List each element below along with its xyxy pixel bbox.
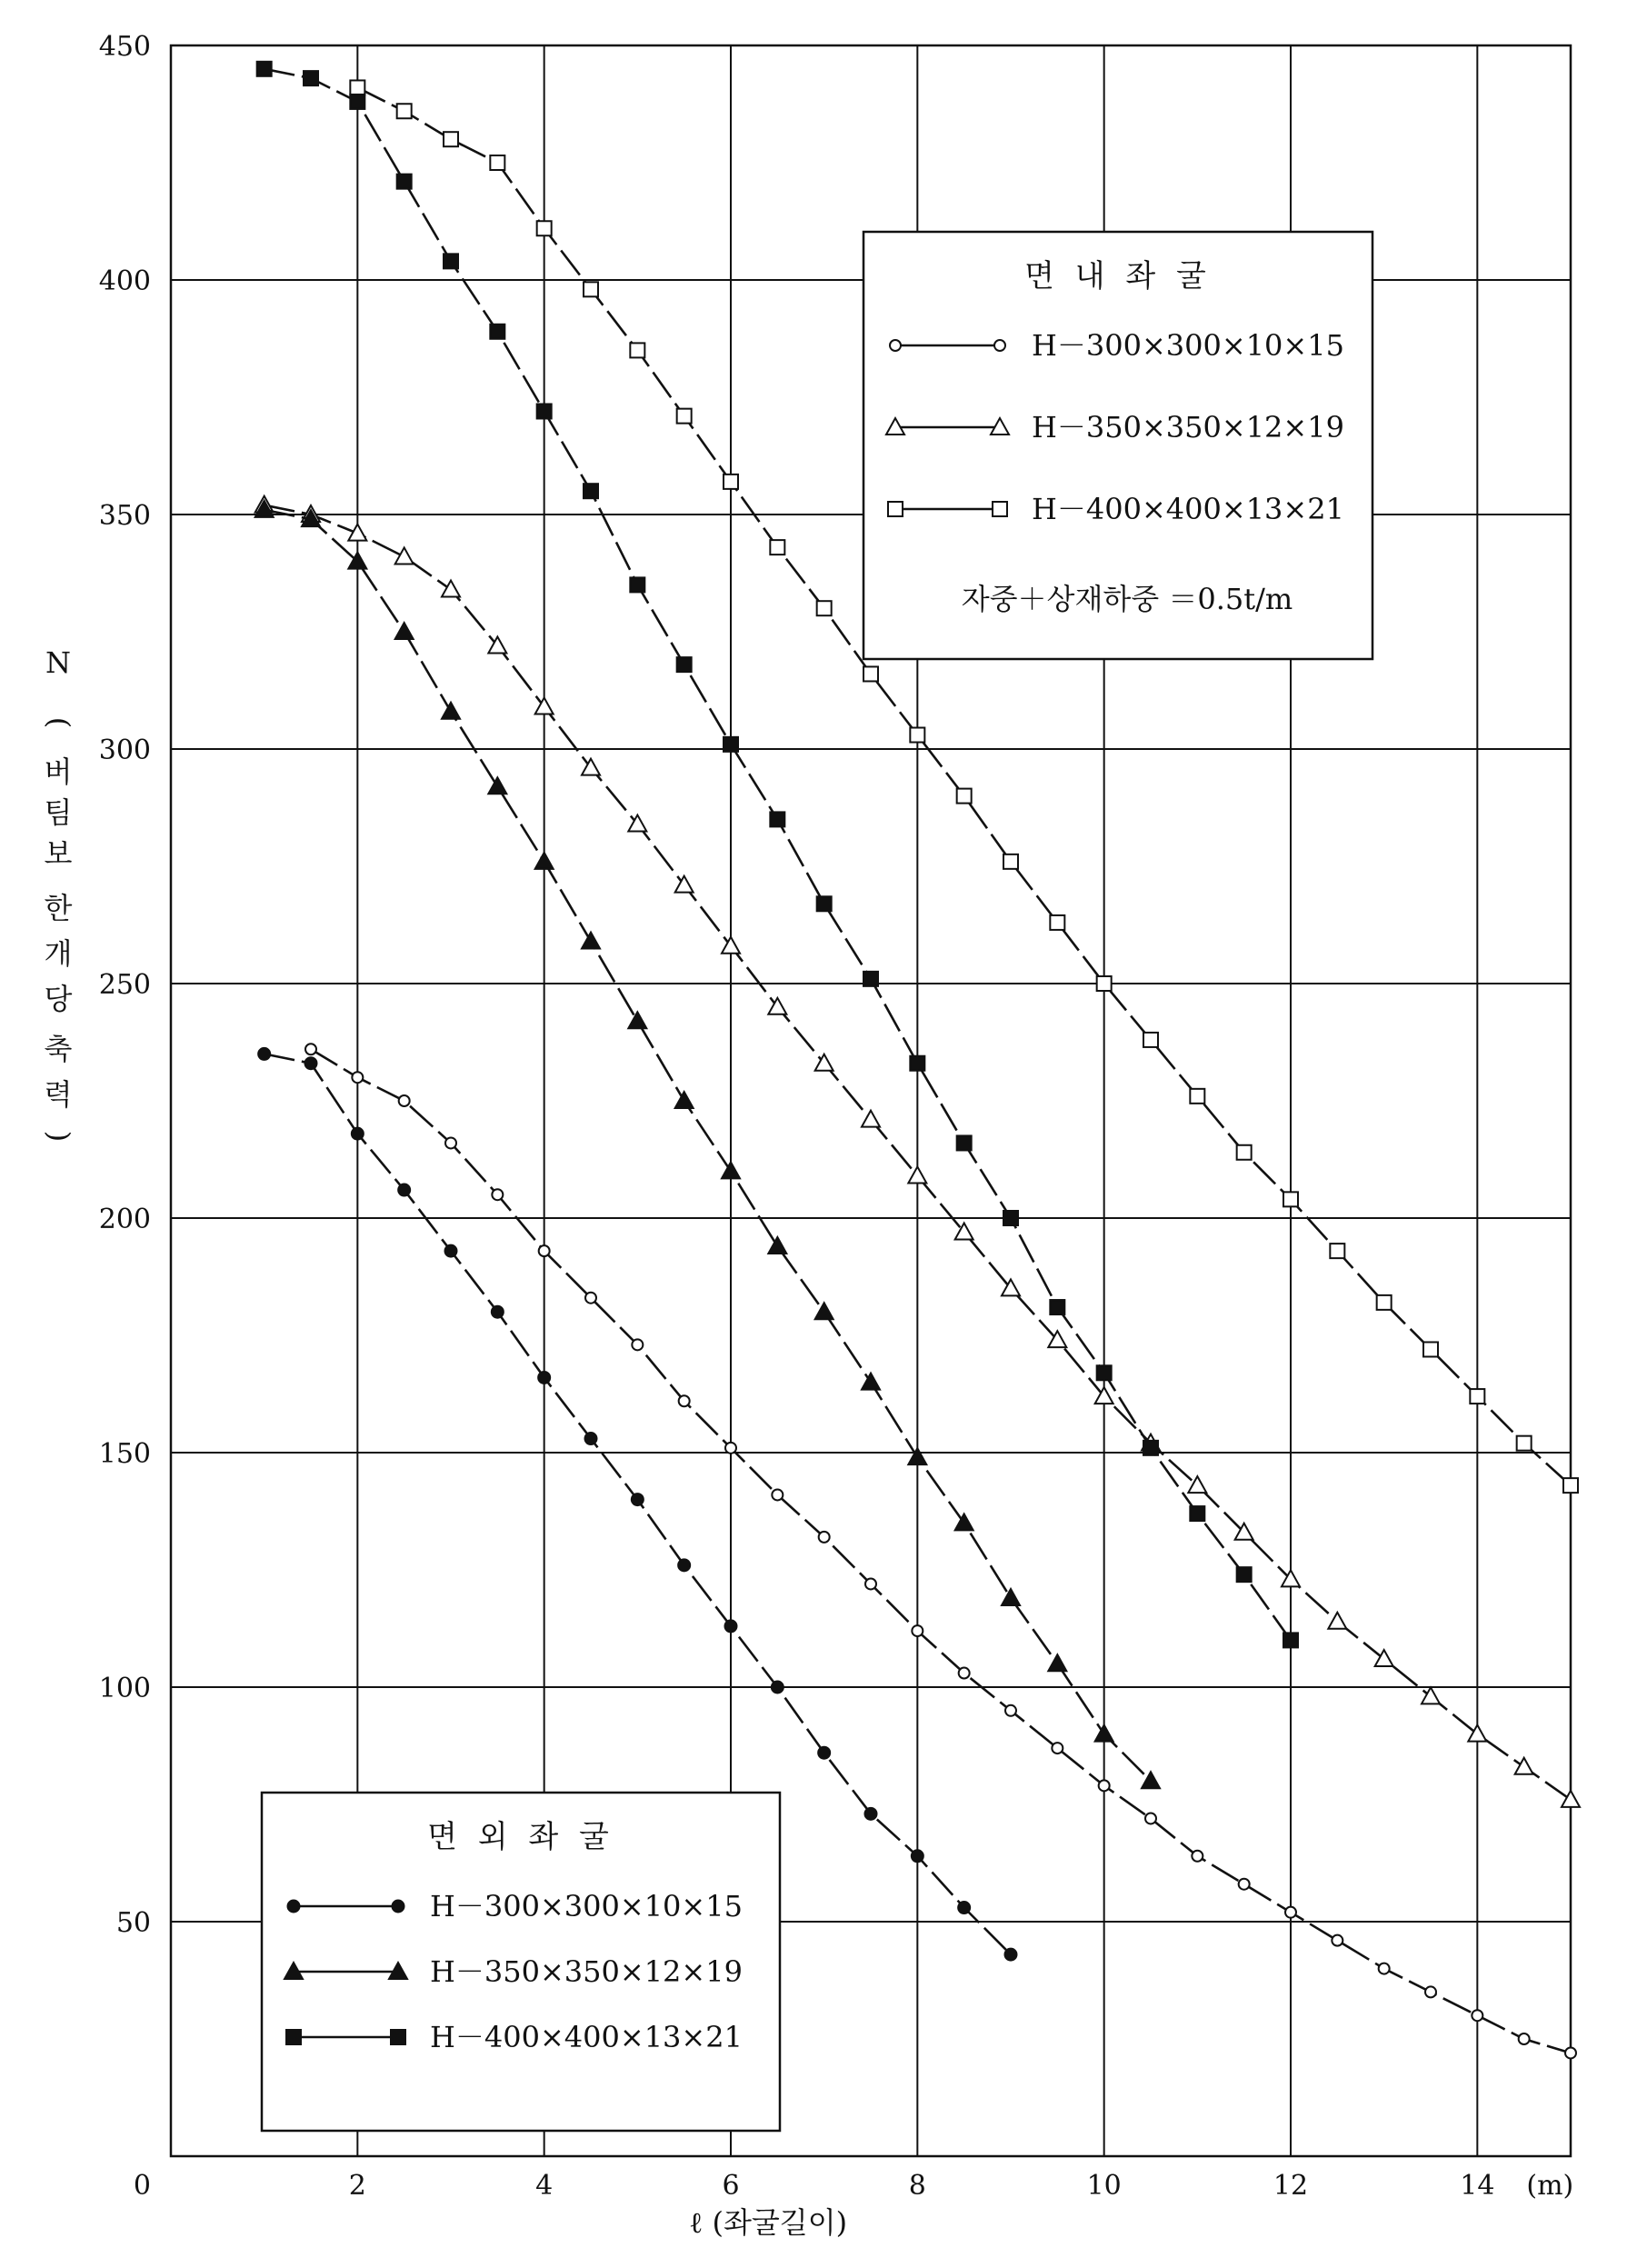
legend-marker xyxy=(890,340,901,351)
data-point xyxy=(490,325,504,339)
data-point xyxy=(1283,1192,1298,1206)
data-point xyxy=(397,104,412,118)
data-point xyxy=(1377,1295,1392,1310)
legend-marker xyxy=(888,502,903,516)
x-tick-label: 4 xyxy=(535,2170,554,2202)
y-tick-label: 100 xyxy=(98,1673,151,1704)
data-point xyxy=(1143,1033,1158,1047)
data-point xyxy=(350,80,364,95)
data-point xyxy=(537,404,552,418)
data-point xyxy=(725,1443,736,1454)
y-axis-label-char: 팀 xyxy=(44,795,73,830)
data-point xyxy=(399,1095,410,1106)
data-point xyxy=(488,777,506,794)
data-point xyxy=(815,1303,833,1319)
legend-title: 면 외 좌 굴 xyxy=(427,1819,614,1855)
x-tick-label: 8 xyxy=(908,2170,926,2202)
data-point xyxy=(959,1668,970,1679)
data-point xyxy=(397,175,412,189)
data-point xyxy=(538,1371,551,1384)
data-point xyxy=(817,601,832,615)
data-point xyxy=(1145,1813,1156,1823)
legend-entry-label: H－300×300×10×15 xyxy=(430,1889,743,1923)
y-axis-label-char: 보 xyxy=(44,836,73,871)
legend-entry-label: H－350×350×12×19 xyxy=(430,1954,743,1989)
data-point xyxy=(1423,1342,1438,1356)
data-point xyxy=(1095,1725,1113,1742)
data-point xyxy=(1472,2010,1482,2021)
y-tick-label: 300 xyxy=(98,734,151,766)
data-point xyxy=(444,1244,457,1257)
data-point xyxy=(771,1681,784,1694)
legend-marker xyxy=(286,2030,301,2044)
data-point xyxy=(584,484,598,498)
x-tick-label: 2 xyxy=(348,2170,366,2202)
data-point xyxy=(1097,1365,1112,1380)
data-point xyxy=(862,1374,880,1390)
data-point xyxy=(1470,1389,1484,1404)
y-axis-label-char: 력 xyxy=(44,1077,73,1112)
data-point xyxy=(1003,1211,1018,1225)
data-point xyxy=(1565,2047,1576,2058)
data-point xyxy=(908,1448,926,1464)
data-point xyxy=(1379,1963,1390,1974)
data-point xyxy=(1005,1705,1016,1716)
data-point xyxy=(817,896,832,911)
data-point xyxy=(957,1135,972,1150)
y-axis-label-char: 당 xyxy=(44,982,73,1016)
data-point xyxy=(1375,1650,1393,1666)
data-point xyxy=(1283,1633,1298,1647)
data-point xyxy=(1468,1725,1486,1742)
data-point xyxy=(768,1237,786,1254)
data-point xyxy=(908,1167,926,1184)
x-tick-label: 12 xyxy=(1273,2170,1309,2202)
legend-marker xyxy=(287,1900,300,1913)
data-point xyxy=(350,95,364,109)
data-point xyxy=(770,812,784,826)
data-point xyxy=(1515,1758,1533,1774)
data-point xyxy=(539,1245,550,1256)
y-tick-label: 50 xyxy=(115,1907,151,1939)
data-point xyxy=(1562,1791,1580,1807)
data-point xyxy=(1192,1851,1203,1862)
y-tick-label: 150 xyxy=(98,1438,151,1470)
legend-marker xyxy=(392,1900,404,1913)
data-point xyxy=(491,1305,504,1318)
data-point xyxy=(955,1514,973,1530)
data-point xyxy=(582,933,600,949)
data-point xyxy=(351,1127,364,1140)
data-point xyxy=(910,1056,924,1071)
data-point xyxy=(1285,1907,1296,1918)
y-tick-label: 200 xyxy=(98,1204,151,1235)
data-point xyxy=(677,409,692,424)
y-axis-label xyxy=(42,645,76,1142)
data-point xyxy=(1332,1935,1343,1946)
data-point xyxy=(678,1559,691,1572)
data-point xyxy=(1237,1145,1252,1160)
legend-entry-label: H－350×350×12×19 xyxy=(1032,410,1344,445)
data-point xyxy=(772,1489,783,1500)
legend-inplane xyxy=(863,232,1372,659)
data-point xyxy=(535,853,554,869)
y-tick-label: 400 xyxy=(98,265,151,297)
data-point xyxy=(724,475,738,489)
y-tick-label: 450 xyxy=(98,31,151,63)
data-point xyxy=(444,254,458,268)
data-point xyxy=(1003,854,1018,869)
y-axis-label-char: ( xyxy=(42,716,76,729)
data-point xyxy=(352,1072,363,1083)
data-point xyxy=(862,1111,880,1127)
data-point xyxy=(724,737,738,752)
data-point xyxy=(1237,1567,1252,1582)
data-point xyxy=(722,1162,740,1178)
data-point xyxy=(958,1902,971,1914)
data-point xyxy=(444,132,458,146)
data-point xyxy=(675,1092,694,1108)
data-point xyxy=(442,703,460,719)
legend-marker xyxy=(994,340,1005,351)
data-point xyxy=(1190,1089,1204,1104)
y-axis-label-char: 버 xyxy=(44,754,73,789)
legend-outplane xyxy=(262,1793,780,2131)
y-axis-label-char: 한 xyxy=(44,891,73,925)
data-point xyxy=(912,1625,923,1636)
data-point xyxy=(1425,1986,1436,1997)
data-point xyxy=(1099,1780,1110,1791)
data-point xyxy=(632,1339,643,1350)
data-point xyxy=(1239,1879,1250,1890)
data-point xyxy=(630,343,644,357)
data-point xyxy=(724,1620,737,1633)
data-point xyxy=(1517,1436,1532,1451)
legend-note: 자중＋상재하중 ＝0.5t/m xyxy=(961,582,1293,616)
legend-marker xyxy=(993,502,1007,516)
data-point xyxy=(957,789,972,804)
y-tick-label: 250 xyxy=(98,969,151,1001)
data-point xyxy=(911,1850,923,1863)
data-point xyxy=(863,666,878,681)
legend-entry-label: H－300×300×10×15 xyxy=(1032,328,1344,363)
data-point xyxy=(305,1044,316,1054)
data-point xyxy=(257,62,272,76)
data-point xyxy=(1563,1478,1578,1493)
x-tick-label: 10 xyxy=(1086,2170,1122,2202)
data-point xyxy=(1422,1687,1440,1703)
x-axis-unit: (m) xyxy=(1526,2170,1574,2202)
data-point xyxy=(584,282,598,296)
y-axis-label-char: N xyxy=(45,645,71,680)
data-point xyxy=(445,1137,456,1148)
data-point xyxy=(490,155,504,170)
data-point xyxy=(537,221,552,235)
data-point xyxy=(818,1746,831,1759)
data-point xyxy=(863,972,878,986)
data-point xyxy=(1328,1613,1346,1629)
data-point xyxy=(679,1395,690,1406)
data-point xyxy=(442,581,460,597)
y-tick-label: 350 xyxy=(98,500,151,532)
data-point xyxy=(348,525,366,541)
y-tick-label: 0 xyxy=(133,2170,151,2202)
x-tick-label: 6 xyxy=(722,2170,740,2202)
legend-entry-label: H－400×400×13×21 xyxy=(430,2020,743,2054)
data-point xyxy=(1052,1743,1063,1753)
legend-entry-label: H－400×400×13×21 xyxy=(1032,492,1344,526)
data-point xyxy=(398,1184,411,1196)
data-point xyxy=(304,71,318,85)
y-axis-label-char: 개 xyxy=(44,936,73,971)
data-point xyxy=(770,540,784,555)
data-point xyxy=(1519,2033,1530,2044)
data-point xyxy=(1330,1244,1344,1258)
data-point xyxy=(1142,1772,1160,1788)
data-point xyxy=(492,1189,503,1200)
data-point xyxy=(395,623,414,639)
data-point xyxy=(1190,1506,1204,1521)
legend-marker xyxy=(391,2030,405,2044)
data-point xyxy=(630,577,644,592)
data-point xyxy=(1143,1441,1158,1455)
data-point xyxy=(910,728,924,743)
data-point xyxy=(1050,1300,1064,1314)
data-point xyxy=(585,1293,596,1304)
data-point xyxy=(819,1532,830,1543)
data-point xyxy=(628,1012,646,1028)
x-axis-label: ℓ (좌굴길이) xyxy=(689,2205,848,2240)
data-point xyxy=(1050,915,1064,930)
data-point xyxy=(865,1578,876,1589)
data-point xyxy=(677,657,692,672)
data-point xyxy=(584,1433,597,1445)
series-line xyxy=(265,510,1151,1781)
x-tick-label: 14 xyxy=(1460,2170,1495,2202)
data-point xyxy=(815,1054,833,1071)
data-point xyxy=(258,1047,271,1060)
legend-title: 면 내 좌 굴 xyxy=(1024,258,1212,295)
data-point xyxy=(1048,1654,1066,1671)
data-point xyxy=(395,547,414,564)
data-point xyxy=(1097,976,1112,991)
data-point xyxy=(864,1807,877,1820)
data-point xyxy=(304,1057,317,1070)
y-axis-label-char: 축 xyxy=(44,1032,73,1066)
data-point xyxy=(1002,1589,1020,1605)
data-point xyxy=(631,1494,644,1506)
data-point xyxy=(1004,1948,1017,1961)
legends xyxy=(262,232,1372,2131)
y-axis-label-char: ) xyxy=(42,1130,76,1143)
